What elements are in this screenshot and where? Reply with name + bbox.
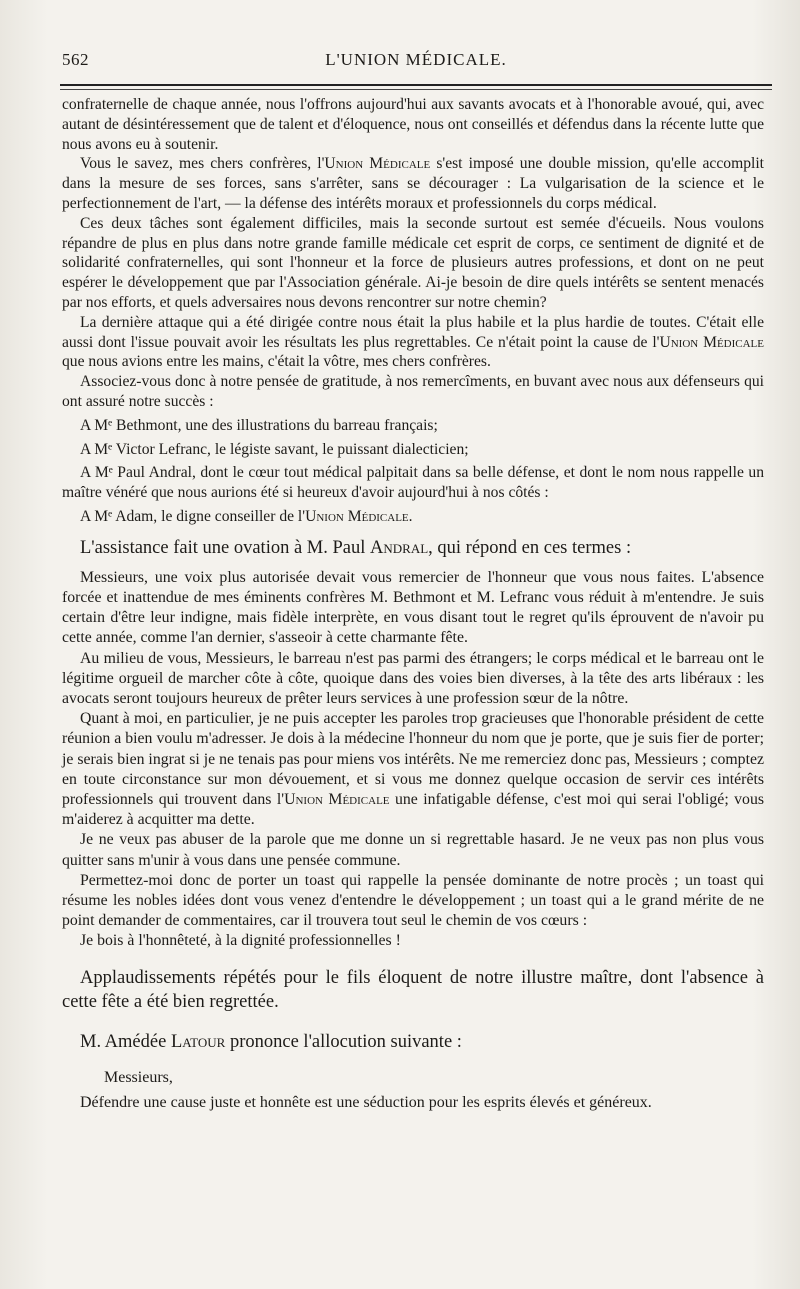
running-title: L'UNION MÉDICALE. <box>325 50 507 69</box>
journal-name: Union Médicale <box>324 155 431 173</box>
page-header <box>62 50 770 80</box>
toast-item: A Mᵉ Bethmont, une des illustrations du barreau français; <box>80 416 438 434</box>
journal-name: Union Médicale <box>284 790 390 808</box>
speech-paragraph: Je bois à l'honnêteté, à la dignité professionnelles ! <box>80 932 401 950</box>
latour-heading <box>62 1030 764 1054</box>
header-rule <box>60 84 772 90</box>
speech-paragraph: Défendre une cause juste et honnête est une séduction pour les esprits élevés et généreux. <box>80 1094 652 1112</box>
speaker-name: Latour <box>170 1031 226 1052</box>
text-run: L'assistance fait une ovation à M. Paul <box>80 537 371 558</box>
text-run: Vous le savez, mes chers confrères, l' <box>80 155 325 173</box>
text-run: M. Amédée <box>80 1031 171 1052</box>
toast-item <box>62 507 764 527</box>
text-run: La dernière attaque qui a été dirigée contre nous était la plus habile et la plus hardie de toutes. C'était elle aussi dont l'issue pouvait avoir les résultats les plus regrettables. Ce n'était point la cause de l' <box>62 313 764 351</box>
text-run: que nous avions entre les mains, c'était la vôtre, mes chers confrères. <box>62 353 491 371</box>
journal-name: Union Médicale <box>659 333 764 351</box>
text-run: A Mᵉ Adam, le digne conseiller de l' <box>80 507 306 525</box>
speech-paragraph: Je ne veux pas abuser de la parole que me donne un si regrettable hasard. Je ne veux pas non plus vous quitter sans m'unir à vous dans une pensée commune. <box>62 831 764 869</box>
speech-paragraph <box>62 709 764 830</box>
ovation-heading <box>62 537 764 560</box>
paragraph: confraternelle de chaque année, nous l'offrons aujourd'hui aux savants avocats et à l'honorable avoué, qui, avec autant de désintéressement que de talent et d'éloquence, nous ont conseillés et défendus dans la récente lutte que nous avons eu à soutenir. <box>62 96 764 153</box>
text-run: s'est imposé une double mission, qu'elle accomplit dans la mesure de ses forces, sans s'arrêter, sans se décourager : La vulgarisation de la science et le perfectionnement de l'art, — la défense des intérêts moraux et professionnels du corps médical. <box>62 155 764 212</box>
page-number: 562 <box>62 50 89 69</box>
speech-paragraph: Au milieu de vous, Messieurs, le barreau n'est pas parmi des étrangers; le corps médical et le barreau ont le légitime orgueil de marcher côte à côte, quoique dans des voies bien diverses, à la tête des arts libéraux : les avocats seront toujours heureux de prêter leurs services à une profession sœur de la nôtre. <box>62 649 764 707</box>
paragraph: Associez-vous donc à notre pensée de gratitude, à nos remercîments, en buvant avec nous aux défenseurs qui ont assuré notre succès : <box>62 373 764 410</box>
speech-paragraph: Messieurs, une voix plus autorisée devait vous remercier de l'honneur que vous nous faites. L'absence forcée et inattendue de mes éminents confrères M. Bethmont et M. Lefranc vous réduit à m'entendre. Je suis certain d'être leur indigne, mais fidèle interprète, en vous disant tout le regret qu'ils éprouvent de n'avoir pu cette année, comme l'an dernier, s'asseoir à cette charmante fête. <box>62 568 764 647</box>
paragraph <box>62 154 764 213</box>
text-run: . <box>408 507 413 525</box>
text-run: , qui répond en ces termes : <box>428 537 632 558</box>
journal-name: Union Médicale <box>305 507 409 525</box>
toast-item: A Mᵉ Paul Andral, dont le cœur tout médical palpitait dans sa belle défense, et dont le nom nous rappelle un maître vénéré que nous aurions été si heureux d'avoir aujourd'hui à nos côtés : <box>62 464 764 502</box>
applause-paragraph: Applaudissements répétés pour le fils éloquent de notre illustre maître, dont l'absence à cette fête a été bien regrettée. <box>62 967 764 1012</box>
paragraph <box>62 313 764 372</box>
speaker-name: Andral <box>370 537 429 558</box>
text-run: prononce l'allocution suivante : <box>225 1031 462 1052</box>
text-run: une infatigable défense, c'est moi qui serai l'obligé; vous m'aiderez à acquitter ma dette. <box>62 790 764 829</box>
speech-paragraph: Permettez-moi donc de porter un toast qui rappelle la pensée dominante de notre procès ; un toast qui résume les nobles idées dont vous venez d'entendre le développement ; un toast qui a le grand mérite de ne point demander de commentaires, car il trouvera tout seul le chemin de vos cœurs : <box>62 871 764 930</box>
paragraph: Ces deux tâches sont également difficiles, mais la seconde surtout est semée d'écueils. Nous voulons répandre de plus en plus dans notre grande famille médicale cet esprit de corps, ce sentiment de dignité et de solidarité confraternelles, qui sont l'honneur et la force de plusieurs autres professions, et dont on ne peut espérer le développement que par l'Association générale. Ai-je besoin de dire quels intérêts se sentent menacés par nos efforts, et quels adversaires nous devons rencontrer sur notre chemin? <box>62 214 764 311</box>
article-body <box>62 95 764 1113</box>
salutation: Messieurs, <box>104 1068 173 1086</box>
text-run: Quant à moi, en particulier, je ne puis accepter les paroles trop gracieuses que l'honorable président de cette réunion a bien voulu m'adresser. Je dois à la médecine l'honneur du nom que je porte, que je suis fier de porter; je serais bien ingrat si je ne tenais pas pour miens vos intérêts. Ne me remerciez donc pas, Messieurs ; comptez en toute circonstance sur mon dévouement, et si vous me donnez quelque occasion de servir ces intérêts professionnels qui trouvent dans l' <box>62 710 764 808</box>
toast-item: A Mᵉ Victor Lefranc, le légiste savant, le puissant dialecticien; <box>80 440 469 458</box>
